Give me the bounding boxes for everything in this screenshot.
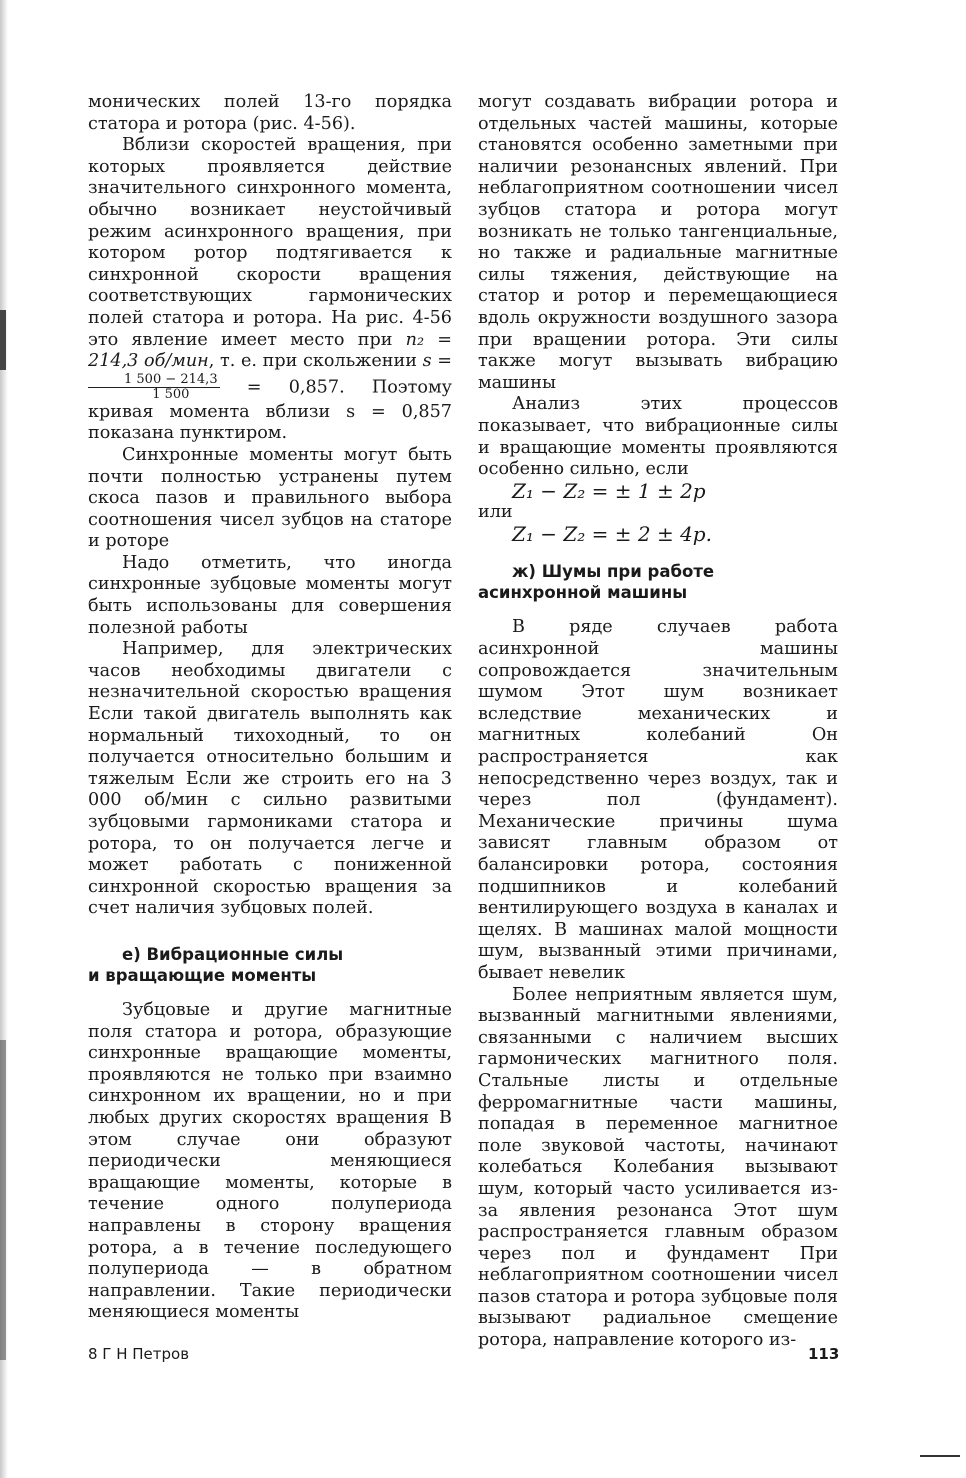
right-column xyxy=(478,92,838,1352)
signature-mark: 8 Г Н Петров xyxy=(88,1345,190,1363)
formula: Z₁ − Z₂ = ± 1 ± 2p xyxy=(512,478,706,503)
binding-mark xyxy=(0,1040,6,1360)
page-number: 113 xyxy=(808,1345,840,1363)
conjunction: или xyxy=(478,502,513,523)
section-heading: ж) Шумы при работе асинхронной машины xyxy=(478,562,715,603)
left-column xyxy=(88,92,452,1324)
paragraph: Анализ этих процессов показывает, что вибрационные силы и вращающие моменты проявляются особенно сильно, если xyxy=(478,394,838,480)
paragraph: могут создавать вибрации ротора и отдельных частей машины, которые становятся особенно заметными при наличии резонансных явлений. При неблагоприятном соотношении чисел зубцов статора и ротора могут возникать не только тангенциальные, но также и радиальные магнитные силы тяжения, действующие на статор и ротор и перемещающиеся вдоль окружности воздушного зазора при вращении ротора. Эти силы также могут вызывать вибрацию машины xyxy=(478,92,838,393)
paragraph: Более неприятным является шум, вызванный магнитными явлениями, связанными с наличием высших гармонических магнитного поля. Стальные листы и отдельные ферромагнитные части машины, попадая в переменное магнитное поле звуковой частоты, начинают колебаться Колебания вызывают шум, который часто усиливается из-за явления резонанса Этот шум распространяется главным образом через пол и фундамент При неблагоприятном соотношении чисел пазов статора и ротора зубцовые поля вызывают радиальное смещение ротора, направление которого из- xyxy=(478,984,838,1351)
binding-mark xyxy=(0,310,6,370)
formula: Z₁ − Z₂ = ± 2 ± 4p. xyxy=(512,521,712,546)
slip-fraction: $\frac{1 500 - 214,3}{1 500}$ xyxy=(88,373,220,402)
paragraph: Синхронные моменты могут быть почти полностью устранены путем скоса пазов и правильного выбора соотношения чисел зубцов на статоре и роторе xyxy=(88,444,452,552)
speed-value: n₂ = 214,3 об/мин xyxy=(88,329,453,372)
section-heading: е) Вибрационные силы и вращающие моменты xyxy=(88,944,344,985)
slip-symbol: s = xyxy=(422,351,453,372)
scan-artifact xyxy=(920,1455,960,1457)
paragraph: В ряде случаев работа асинхронной машины сопровождается значительным шумом Этот шум возникает вследствие механических и магнитных колебаний Он распространяется как непосредственно через воздух, так и через пол (фундамент). Механические причины шума зависят главным образом от балансировки ротора, состояния подшипников и колебаний вентилирующего воздуха в каналах и щелях. В машинах малой мощности шум, вызванный этими причинами, бывает невелик xyxy=(478,617,838,983)
paragraph: монических полей 13-го порядка статора и ротора (рис. 4-56). xyxy=(88,92,452,134)
paragraph: Вблизи скоростей вращения, при которых проявляется действие значительного синхронного момента, обычно возникает неустойчивый режим асинхронного вращения, при котором ротор подтягивается к синхронной скорости вращения соответствующих гармонических полей статора и ротора. На рис. 4-56 это явление имеет место при n₂ = 214,3 об/мин, т. е. при скольжении s = $\frac{1 500 - 214,3}{1 500}$ = 0,857. Поэтому кривая момента вблизи s = 0,857 показана пунктиром. xyxy=(88,135,453,444)
paragraph: Например, для электрических часов необходимы двигатели с незначительной скоростью вращения Если такой двигатель выполнять как нормальный тихоходный, то он получается относительно большим и тяжелым Если же строить его на 3 000 об/мин с сильно развитыми зубцовыми гармониками статора и ротора, то он получается легче и может работать с пониженной синхронной скоростью вращения за счет наличия зубцовых полей. xyxy=(88,639,452,919)
paragraph: Зубцовые и другие магнитные поля статора и ротора, образующие синхронные вращающие моменты, проявляются не только при взаимно синхронном их вращении, но и при любых других скоростях вращения В этом случае они образуют периодически меняющиеся вращающие моменты, которые в течение одного полупериода направлены в сторону вращения ротора, а в течение последующего полупериода — в обратном направлении. Такие периодически меняющиеся моменты xyxy=(88,999,452,1323)
paragraph: Надо отметить, что иногда синхронные зубцовые моменты могут быть использованы для совершения полезной работы xyxy=(88,552,452,638)
